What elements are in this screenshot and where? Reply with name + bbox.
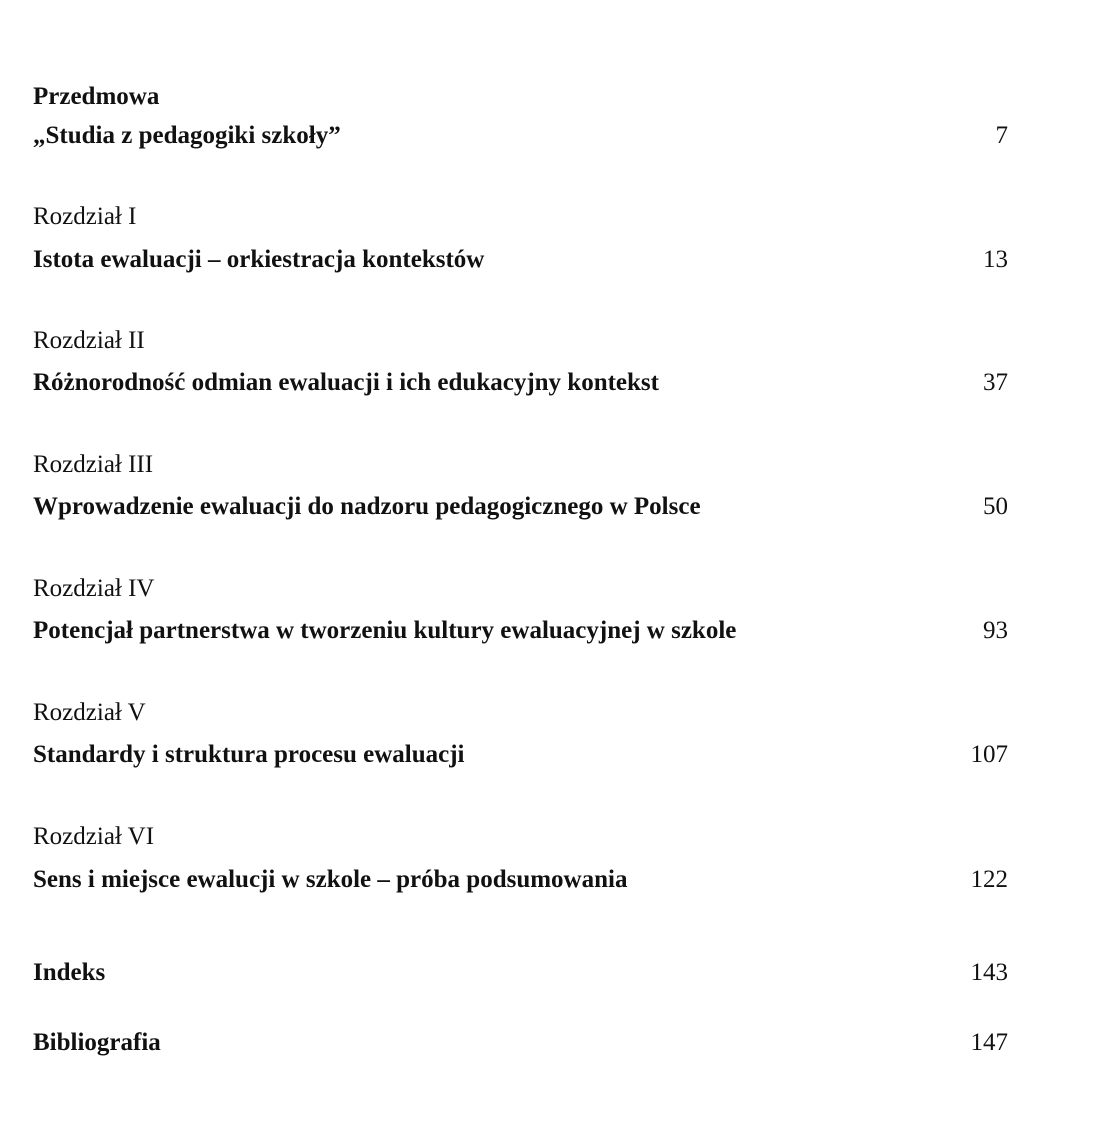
chapter-label: Rozdział III	[33, 451, 154, 478]
chapter-title: Istota ewaluacji – orkiestracja kontekstów	[33, 246, 485, 273]
chapter-label: Rozdział IV	[33, 575, 155, 602]
toc-entry-bibliography	[33, 1025, 1008, 1061]
chapter-label-row	[33, 199, 1008, 235]
chapter-title: Potencjał partnerstwa w tworzeniu kultury ewaluacyjnej w szkole	[33, 617, 737, 644]
chapter-label-row	[33, 571, 1008, 607]
toc-entry-preface	[33, 118, 1008, 154]
page-number: 50	[983, 493, 1008, 520]
index-title: Indeks	[33, 959, 106, 986]
chapter-label-row	[33, 819, 1008, 855]
toc-entry	[33, 365, 1008, 401]
chapter-title: Standardy i struktura procesu ewaluacji	[33, 741, 465, 768]
chapter-label: Rozdział VI	[33, 823, 155, 850]
chapter-title: Różnorodność odmian ewaluacji i ich edukacyjny kontekst	[33, 369, 659, 396]
toc-entry-index	[33, 955, 1008, 991]
preface-label: Przedmowa	[33, 83, 160, 110]
toc-entry	[33, 489, 1008, 525]
page-number: 93	[983, 617, 1008, 644]
chapter-label-row	[33, 323, 1008, 359]
toc-entry	[33, 613, 1008, 649]
chapter-label-row	[33, 447, 1008, 483]
page-number: 107	[970, 741, 1008, 768]
page-number: 143	[970, 959, 1008, 986]
chapter-label: Rozdział V	[33, 699, 146, 726]
chapter-label: Rozdział I	[33, 203, 137, 230]
preface-title: „Studia z pedagogiki szkoły”	[33, 122, 341, 149]
chapter-label-row	[33, 695, 1008, 731]
preface-label-row	[33, 79, 1008, 115]
page-number: 13	[983, 246, 1008, 273]
page-number: 147	[970, 1029, 1008, 1056]
chapter-label: Rozdział II	[33, 327, 145, 354]
toc-entry	[33, 737, 1008, 773]
page-number: 122	[970, 866, 1008, 893]
chapter-title: Sens i miejsce ewalucji w szkole – próba podsumowania	[33, 866, 628, 893]
page-number: 37	[983, 369, 1008, 396]
toc-entry	[33, 242, 1008, 278]
bibliography-title: Bibliografia	[33, 1029, 161, 1056]
chapter-title: Wprowadzenie ewaluacji do nadzoru pedagogicznego w Polsce	[33, 493, 701, 520]
page-number: 7	[995, 122, 1008, 149]
toc-entry	[33, 862, 1008, 898]
